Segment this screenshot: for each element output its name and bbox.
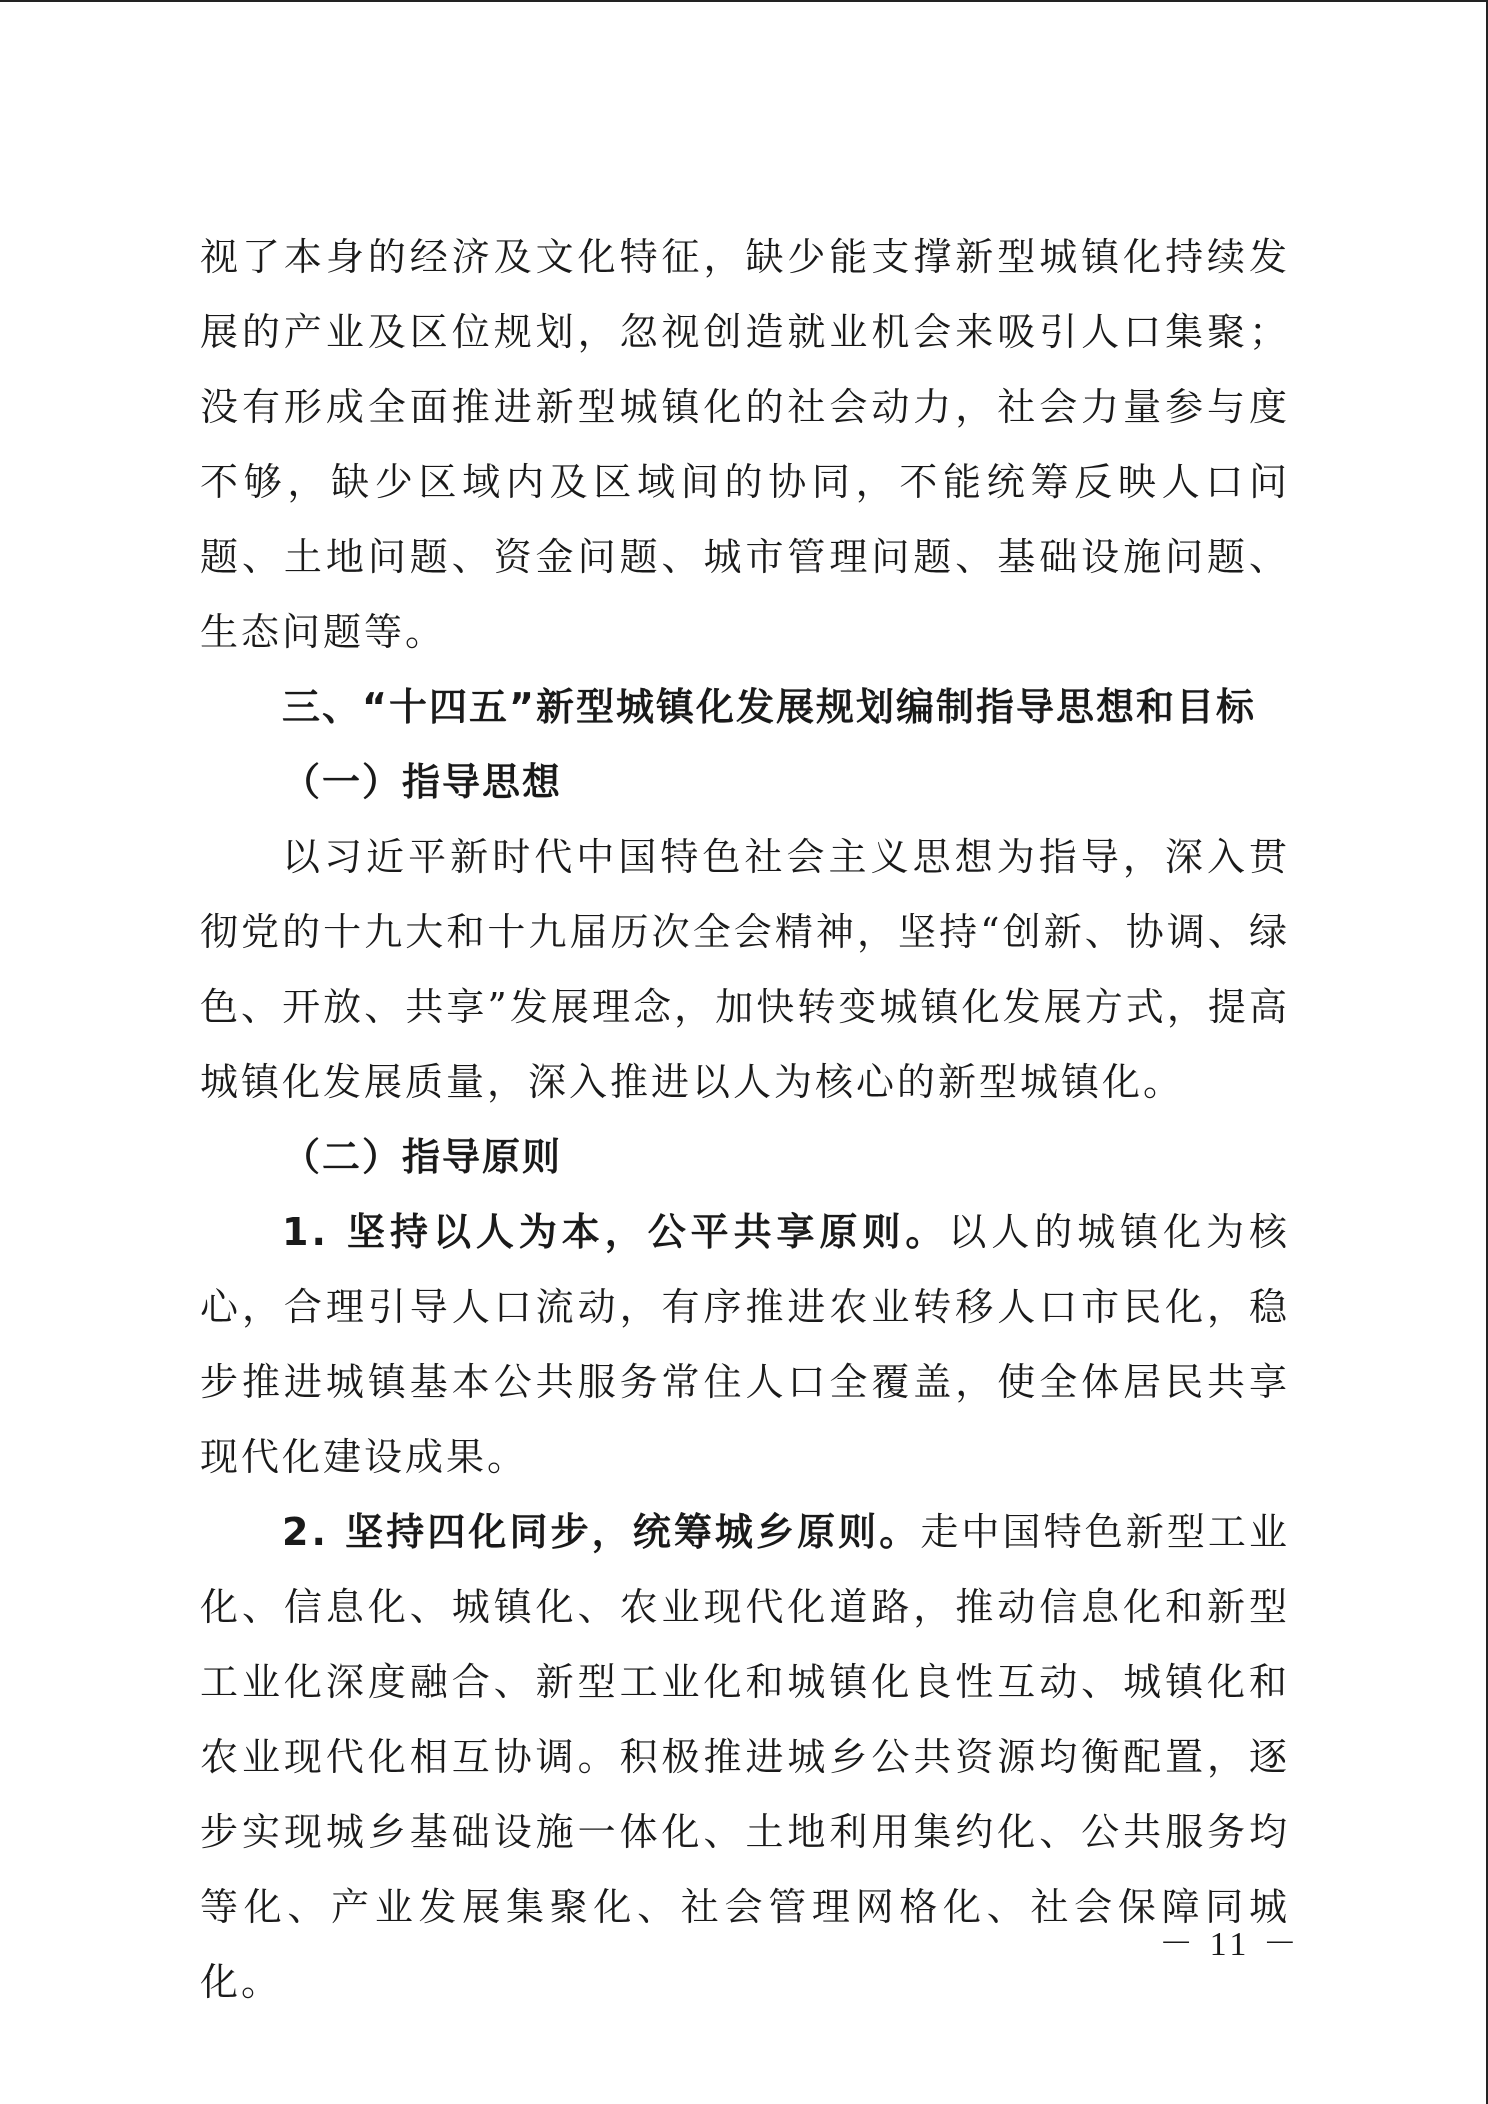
subsection-heading-guiding-principles: （二）指导原则 <box>282 1135 563 1179</box>
principle-2-text: 走中国特色新型工业化、信息化、城镇化、农业现代化道路，推动信息化和新型工业化深度融合、新型工业化和城镇化良性互动、城镇化和农业现代化相互协调。积极推进城乡公共资源均衡配置，逐步实现城乡基础设施一体化、土地利用集约化、公共服务均等化、产业发展集聚化、社会管理网格化、社会保障同城化。 <box>200 1510 1290 2004</box>
section-heading: 三、“十四五”新型城镇化发展规划编制指导思想和目标 <box>282 685 1256 729</box>
page-number: － 11 － <box>1159 1926 1301 1963</box>
principle-1-text: 以人的城镇化为核心，合理引导人口流动，有序推进农业转移人口市民化，稳步推进城镇基本公共服务常住人口全覆盖，使全体居民共享现代化建设成果。 <box>200 1210 1290 1479</box>
paragraph-continued: 视了本身的经济及文化特征，缺少能支撑新型城镇化持续发展的产业及区位规划，忽视创造就业机会来吸引人口集聚；没有形成全面推进新型城镇化的社会动力，社会力量参与度不够，缺少区域内及区域间的协同，不能统筹反映人口问题、土地问题、资金问题、城市管理问题、基础设施问题、生态问题等。 <box>200 235 1290 654</box>
guiding-thought-paragraph: 以习近平新时代中国特色社会主义思想为指导，深入贯彻党的十九大和十九届历次全会精神，坚持“创新、协调、绿色、开放、共享”发展理念，加快转变城镇化发展方式，提高城镇化发展质量，深入推进以人为核心的新型城镇化。 <box>200 835 1290 1104</box>
document-body <box>200 220 1290 2020</box>
principle-2-lead: 2. 坚持四化同步，统筹城乡原则。 <box>282 1510 921 1554</box>
principle-1-paragraph <box>200 1195 1290 1495</box>
principle-1-lead: 1. 坚持以人为本，公平共享原则。 <box>282 1210 949 1254</box>
principle-2-paragraph <box>200 1495 1290 2020</box>
subsection-heading-guiding-thought: （一）指导思想 <box>282 760 563 804</box>
